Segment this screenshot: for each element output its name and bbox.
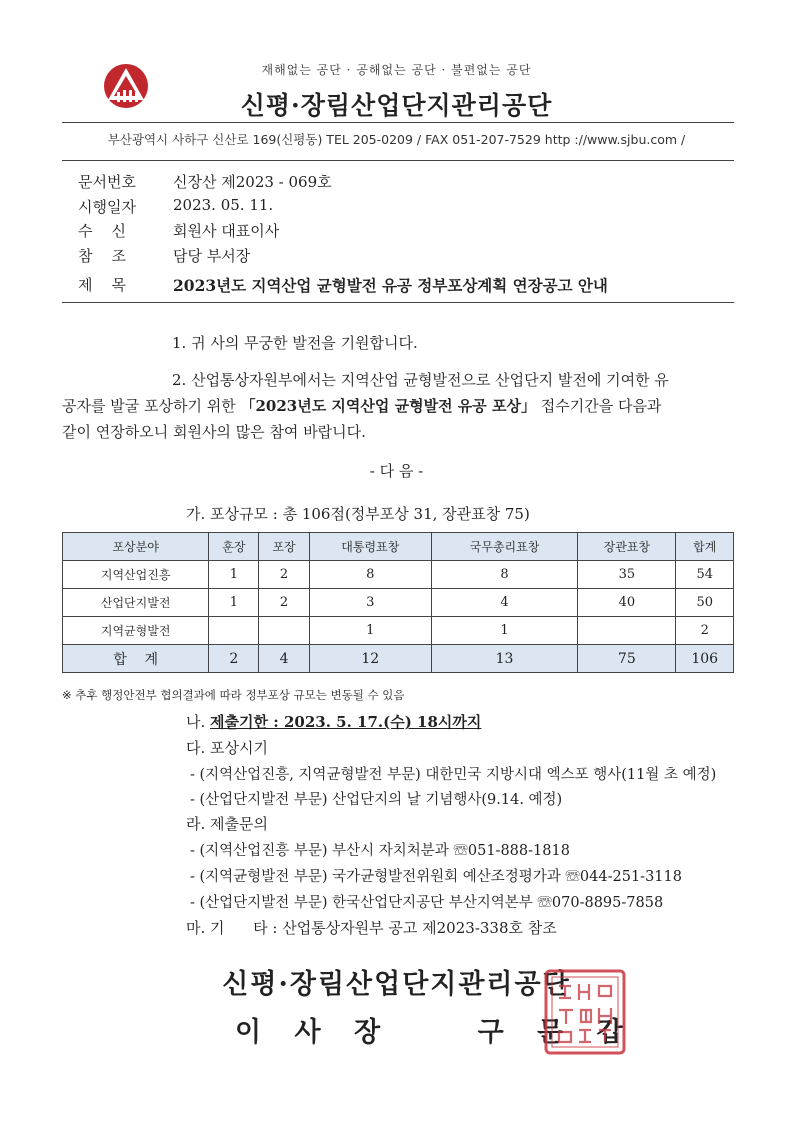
table-cell: 1 [431, 617, 577, 645]
table-cell: 2 [259, 561, 309, 589]
paragraph-2-text-a: 공자를 발굴 포상하기 위한 [62, 397, 241, 415]
paragraph-2-line-2 [62, 395, 661, 416]
table-cell: 합 계 [63, 645, 209, 673]
table-cell: 50 [676, 589, 734, 617]
table-cell [259, 617, 309, 645]
table-cell: 1 [209, 561, 259, 589]
etc-line: 마. 기 타 : 산업통상자원부 공고 제2023-338호 참조 [186, 919, 557, 937]
table-cell: 지역균형발전 [63, 617, 209, 645]
date-label: 시행일자 [78, 198, 136, 216]
subject: 2023년도 지역산업 균형발전 유공 정부포상계획 연장공고 안내 [173, 276, 608, 295]
organization-title: 신평·장림산업단지관리공단 [240, 91, 553, 120]
table-cell: 75 [578, 645, 676, 673]
recipient: 회원사 대표이사 [173, 222, 280, 240]
award-table [62, 532, 734, 673]
deadline-value: : 2023. 5. 17.(수) 18시까지 [268, 713, 482, 731]
table-cell: 8 [431, 561, 577, 589]
table-cell: 4 [259, 645, 309, 673]
table-cell: 4 [431, 589, 577, 617]
recipient-label: 수 신 [78, 222, 127, 240]
table-cell: 1 [309, 617, 431, 645]
table-cell: 12 [309, 645, 431, 673]
doc-no-label: 문서번호 [78, 173, 136, 191]
table-cell [209, 617, 259, 645]
table-header: 포상분야 [63, 533, 209, 561]
table-cell: 2 [259, 589, 309, 617]
table-cell: 지역산업진흥 [63, 561, 209, 589]
table-header-row [63, 533, 734, 561]
issue-date: 2023. 05. 11. [173, 196, 274, 214]
subject-label: 제 목 [78, 276, 127, 294]
timing-title: 다. 포상시기 [186, 739, 268, 757]
timing-item-2: - (산업단지발전 부문) 산업단지의 날 기념행사(9.14. 예정) [190, 792, 563, 808]
inquiry-item-1: - (지역산업진흥 부문) 부산시 자치처분과 ☏051-888-1818 [190, 843, 570, 859]
deadline-line [186, 711, 481, 732]
deadline-label: 제출기한 [210, 713, 268, 731]
paragraph-2-text-c: 접수기간을 다음과 [535, 397, 662, 415]
table-header: 포장 [259, 533, 309, 561]
section-heading: - 다 음 - [369, 462, 424, 480]
table-cell [578, 617, 676, 645]
inquiry-item-3: - (산업단지발전 부문) 한국산업단지공단 부산지역본부 ☏070-8895-7858 [190, 895, 664, 911]
table-cell: 산업단지발전 [63, 589, 209, 617]
table-cell: 54 [676, 561, 734, 589]
table-cell: 40 [578, 589, 676, 617]
award-scale: 가. 포상규모 : 총 106점(정부포상 31, 장관표창 75) [186, 505, 530, 523]
table-cell: 3 [309, 589, 431, 617]
table-cell: 2 [209, 645, 259, 673]
table-header: 합계 [676, 533, 734, 561]
deadline-prefix: 나. [186, 713, 211, 731]
inquiry-title: 라. 제출문의 [186, 815, 268, 833]
table-row [63, 561, 734, 589]
slogan: 재해없는 공단 · 공해없는 공단 · 불편없는 공단 [261, 63, 532, 77]
reference: 담당 부서장 [173, 247, 251, 265]
inquiry-item-2: - (지역균형발전 부문) 국가균형발전위원회 예산조정평가과 ☏044-251-3118 [190, 869, 682, 885]
table-cell: 13 [431, 645, 577, 673]
award-title: 「2023년도 지역산업 균형발전 유공 포상」 [240, 397, 536, 415]
table-cell: 2 [676, 617, 734, 645]
table-cell: 106 [676, 645, 734, 673]
paragraph-2-line-3: 같이 연장하오니 회원사의 많은 참여 바랍니다. [62, 423, 366, 441]
signature-name: 이 사 장 구 문 갑 [235, 1017, 635, 1048]
paragraph-1: 1. 귀 사의 무궁한 발전을 기원합니다. [172, 334, 418, 352]
table-header: 장관표창 [578, 533, 676, 561]
reference-label: 참 조 [78, 247, 127, 265]
organization-address: 부산광역시 사하구 신산로 169(신평동) TEL 205-0209 / FAX 051-207-7529 http ://www.sjbu.com / [107, 132, 686, 147]
table-cell: 1 [209, 589, 259, 617]
address-divider [62, 160, 734, 161]
official-seal-stamp [543, 968, 627, 1056]
footnote: ※ 추후 행정안전부 협의결과에 따라 정부포상 규모는 변동될 수 있음 [62, 688, 405, 702]
table-header: 대통령표창 [309, 533, 431, 561]
table-cell: 35 [578, 561, 676, 589]
meta-divider [62, 302, 734, 303]
header-divider [62, 122, 734, 123]
table-row [63, 589, 734, 617]
table-total-row [63, 645, 734, 673]
table-header: 국무총리표창 [431, 533, 577, 561]
table-header: 훈장 [209, 533, 259, 561]
signature-organization: 신평·장림산업단지관리공단 [222, 969, 571, 1000]
timing-item-1: - (지역산업진흥, 지역균형발전 부문) 대한민국 지방시대 엑스포 행사(11월 초 예정) [190, 767, 717, 783]
table-row [63, 617, 734, 645]
table-cell: 8 [309, 561, 431, 589]
paragraph-2-line-1: 2. 산업통상자원부에서는 지역산업 균형발전으로 산업단지 발전에 기여한 유 [172, 371, 669, 389]
doc-no: 신장산 제2023 - 069호 [173, 173, 332, 191]
